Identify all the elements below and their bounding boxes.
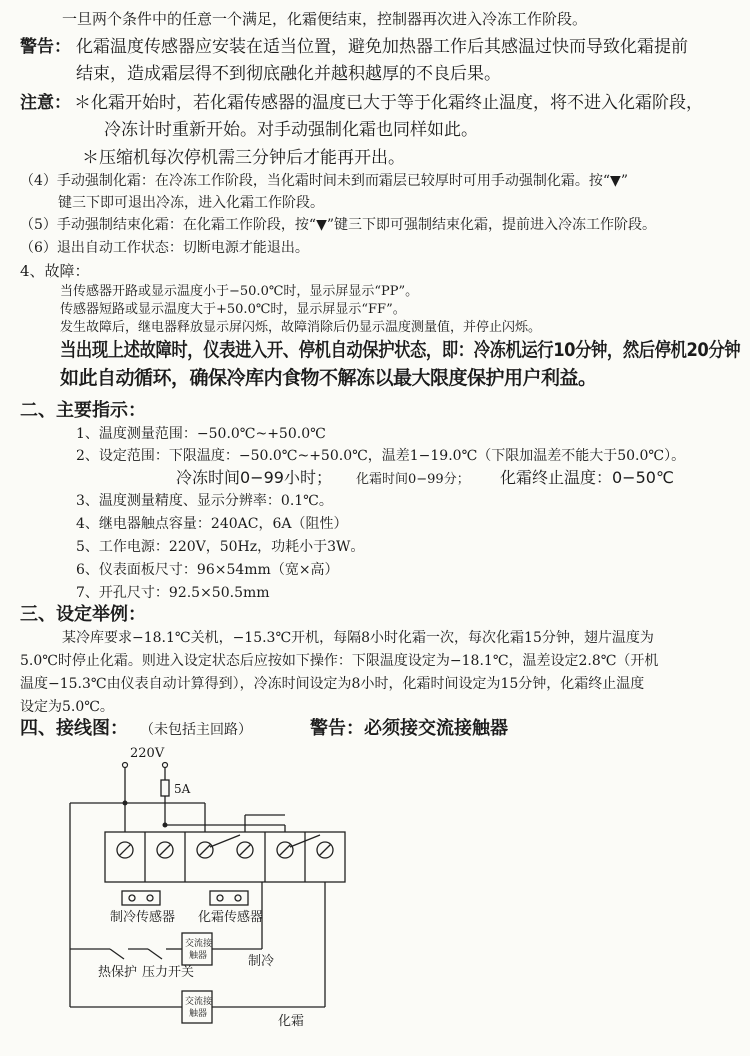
spec-2-freeze-time: 冷冻时间0−99小时； — [176, 468, 332, 487]
fault-bold-line-1: 当出现上述故障时，仪表进入开、停机自动保护状态，即：冷冻机运行10分钟，然后停机20分钟 — [60, 339, 741, 361]
note-line-1: ＊化霜开始时，若化霜传感器的温度已大于等于化霜终止温度，将不进入化霜阶段， — [74, 93, 703, 113]
contactor-2-label-b: 触器 — [189, 1009, 208, 1019]
spec-5: 5、工作电源：220V，50Hz，功耗小于3W。 — [76, 539, 365, 555]
spec-3: 3、温度测量精度、显示分辨率：0.1℃。 — [76, 493, 333, 509]
defrost-output-label: 化霜 — [278, 1014, 305, 1029]
spec-6: 6、仪表面板尺寸：96×54mm（宽×高） — [76, 562, 339, 578]
spec-2-defrost-time: 化霜时间0−99分； — [356, 472, 470, 487]
specs-heading: 二、主要指示： — [20, 400, 146, 421]
defrost-sensor-label: 化霜传感器 — [198, 910, 264, 925]
example-line-2: 5.0℃时停止化霜。则进入设定状态后应按如下操作：下限温度设定为−18.1℃，温差设定2.8℃（开机 — [20, 653, 659, 669]
fuse-label: 5A — [174, 782, 191, 796]
intro-line: 一旦两个条件中的任意一个满足，化霜便结束，控制器再次进入冷冻工作阶段。 — [62, 10, 588, 28]
spec-2: 2、设定范围：下限温度：−50.0℃~+50.0℃，温差1−19.0℃（下限加温差不能大于50.0℃）。 — [76, 448, 686, 464]
warning-line-2: 结束，造成霜层得不到彻底融化并越积越厚的不良后果。 — [76, 64, 501, 84]
item6-line: （6）退出自动工作状态：切断电源才能退出。 — [20, 240, 309, 256]
item4-line-2: 键三下即可退出冷冻，进入化霜工作阶段。 — [58, 195, 324, 211]
contactor-1-label-a: 交流接 — [185, 939, 213, 949]
fuse-symbol — [161, 780, 169, 796]
warning-label: 警告： — [20, 37, 71, 57]
fault-line-2: 传感器短路或显示温度大于+50.0℃时，显示屏显示“FF”。 — [60, 302, 406, 317]
contactor-1-label-b: 触器 — [189, 951, 208, 961]
example-line-1: 某冷库要求−18.1℃关机，−15.3℃开机，每隔8小时化霜一次，每次化霜15分钟，翅片温度为 — [62, 630, 654, 646]
defrost-sensor-terminal — [210, 891, 248, 905]
item4-line-1: （4）手动强制化霜：在冷冻工作阶段，当化霜时间未到而霜层已较厚时可用手动强制化霜。按“▼” — [20, 173, 628, 189]
wiring-subheading: （未包括主回路） — [140, 722, 252, 738]
cooling-output-label: 制冷 — [248, 954, 275, 969]
pressure-switch-label: 压力开关 — [142, 965, 195, 980]
spec-2-defrost-end-temp: 化霜终止温度：0−50℃ — [500, 468, 674, 487]
wiring-diagram — [0, 735, 750, 1056]
example-line-4: 设定为5.0℃。 — [20, 699, 114, 715]
note-line-2: 冷冻计时重新开始。对手动强制化霜也同样如此。 — [104, 120, 478, 140]
cooling-sensor-terminal — [122, 891, 160, 905]
contactor-2-label-a: 交流接 — [185, 997, 213, 1007]
thermal-protection-label: 热保护 — [98, 965, 138, 980]
example-line-3: 温度−15.3℃由仪表自动计算得到），冷冻时间设定为8小时，化霜时间设定为15分钟，化霜终止温度 — [20, 676, 645, 692]
spec-4: 4、继电器触点容量：240AC，6A（阻性） — [76, 516, 348, 532]
spec-7: 7、开孔尺寸：92.5×50.5mm — [76, 585, 270, 601]
fault-line-1: 当传感器开路或显示温度小于−50.0℃时，显示屏显示“PP”。 — [60, 284, 419, 299]
wiring-warning: 警告：必须接交流接触器 — [310, 718, 508, 739]
example-heading: 三、设定举例： — [20, 604, 146, 625]
item5-line: （5）手动强制结束化霜：在化霜工作阶段，按“▼”键三下即可强制结束化霜，提前进入冷冻工作阶段。 — [20, 217, 656, 233]
voltage-label: 220V — [130, 746, 165, 761]
fault-line-3: 发生故障后，继电器释放显示屏闪烁，故障消除后仍显示温度测量值，并停止闪烁。 — [60, 320, 542, 335]
note-line-3: ＊压缩机每次停机需三分钟后才能再开出。 — [82, 148, 405, 168]
warning-line-1: 化霜温度传感器应安装在适当位置，避免加热器工作后其感温过快而导致化霜提前 — [76, 37, 688, 57]
wiring-heading: 四、接线图： — [20, 718, 128, 739]
fault-heading: 4、故障： — [20, 262, 90, 280]
note-label: 注意： — [20, 93, 71, 113]
fault-bold-line-2: 如此自动循环，确保冷库内食物不解冻以最大限度保护用户利益。 — [60, 367, 597, 389]
cooling-sensor-label: 制冷传感器 — [110, 910, 176, 925]
spec-1: 1、温度测量范围：−50.0℃~+50.0℃ — [76, 426, 326, 442]
